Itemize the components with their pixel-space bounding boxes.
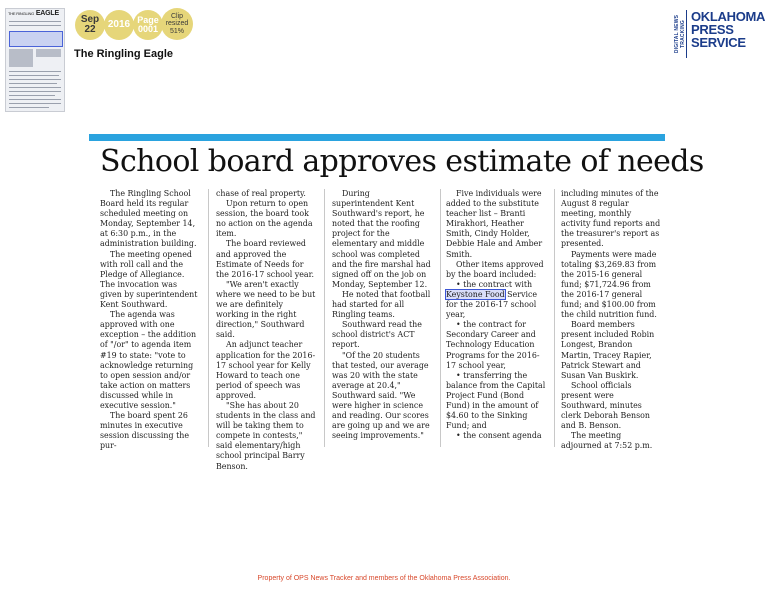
paragraph: An adjunct teacher application for the 2016-17 school year for Kelly Howard to teach one period of speech was approved. bbox=[216, 340, 316, 400]
paragraph: He noted that football had started for all Ringling teams. bbox=[332, 289, 431, 320]
thumbnail-photo bbox=[36, 49, 61, 57]
thumbnail-line bbox=[9, 75, 59, 76]
thumbnail-line bbox=[9, 99, 61, 100]
paragraph: "We aren't exactly where we need to be but we are definitely working in the right direction," Southward said. bbox=[216, 279, 316, 340]
paragraph-text: Service for the 2016-17 school year, bbox=[446, 289, 538, 320]
paragraph: The meeting adjourned at 7:52 p.m. bbox=[561, 431, 653, 451]
paragraph: During superintendent Kent Southward's report, he noted that the roofing project for the elementary and middle school was completed and the fire marshal had signed off on the job on Monday, September 12. bbox=[332, 189, 431, 289]
paragraph: chase of real property. bbox=[216, 189, 306, 198]
paragraph bbox=[446, 280, 546, 320]
paragraph-text: • the contract with bbox=[456, 279, 533, 289]
year-badge bbox=[104, 10, 134, 40]
ops-logo-wordmark bbox=[691, 10, 765, 49]
search-hit-highlight[interactable]: Keystone Food bbox=[446, 289, 505, 299]
clip-badge bbox=[161, 8, 193, 40]
thumbnail-line bbox=[9, 25, 61, 26]
date-badge bbox=[75, 10, 105, 40]
paragraph: The meeting opened with roll call and the Pledge of Allegiance. The invocation was given by superintendent Kent Southward. bbox=[100, 249, 198, 310]
article-column-5 bbox=[561, 189, 661, 451]
paragraph: Southward read the school district's ACT report. bbox=[332, 320, 422, 350]
paragraph: including minutes of the August 8 regular meeting, monthly activity fund reports and the treasurer's report as presented. bbox=[561, 189, 661, 249]
clip-label: Clip bbox=[170, 12, 184, 20]
date-month: Sep bbox=[80, 13, 100, 25]
ops-logo-side bbox=[672, 10, 687, 58]
date-day: 22 bbox=[84, 24, 96, 35]
article-headline: School board approves estimate of needs bbox=[100, 144, 704, 179]
copyright-footer: Property of OPS News Tracker and members of the Oklahoma Press Association. bbox=[257, 575, 511, 582]
article-top-rule bbox=[89, 134, 665, 141]
clip-resized-label: resized bbox=[165, 20, 189, 28]
article-column-1 bbox=[100, 189, 200, 451]
paragraph: The board spent 26 minutes in executive session discussing the pur- bbox=[100, 411, 189, 451]
publication-name: The Ringling Eagle bbox=[74, 48, 174, 60]
paragraph: • transferring the balance from the Capital Project Fund (Bond Fund) in the amount of $4.60 to the Sinking Fund; and bbox=[446, 370, 546, 431]
column-divider bbox=[324, 189, 325, 447]
thumbnail-line bbox=[9, 79, 61, 80]
page-number: 0001 bbox=[137, 24, 159, 34]
column-divider bbox=[208, 189, 209, 447]
article-body bbox=[100, 189, 670, 471]
thumbnail-line bbox=[9, 87, 61, 88]
thumbnail-line bbox=[9, 103, 61, 104]
article-column-4 bbox=[446, 189, 546, 441]
ops-logo-line1: OKLAHOMA bbox=[691, 9, 766, 24]
page-badge bbox=[133, 10, 163, 40]
paragraph: "She has about 20 students in the class and will be taking them to compete in contests," said elementary/high school principal Barry Benson. bbox=[216, 400, 316, 471]
article-column-3 bbox=[332, 189, 432, 441]
thumbnail-line bbox=[9, 83, 57, 84]
paragraph: The agenda was approved with one exception – the addition of "/or" to agenda item #19 to state: "vote to acknowledge returning to open session and/or take action on matters discussed while in executive session." bbox=[100, 310, 197, 410]
thumbnail-photo bbox=[9, 49, 33, 67]
thumbnail-line bbox=[9, 95, 55, 96]
paragraph: The board reviewed and approved the Estimate of Needs for the 2016-17 school year. bbox=[216, 239, 315, 279]
paragraph: Five individuals were added to the substitute teacher list – Branti Mirakhori, Heather Smith, Cindy Holder, Debbie Hale and Amber Smith. bbox=[446, 189, 543, 259]
paragraph: Upon return to open session, the board took no action on the agenda item. bbox=[216, 199, 313, 239]
ops-logo bbox=[672, 8, 766, 60]
ops-logo-side-text: DIGITAL NEWS TRACKING bbox=[674, 14, 686, 54]
ops-logo-line2: PRESS bbox=[691, 22, 734, 37]
date-year: 2016 bbox=[107, 18, 131, 30]
paragraph: School officials present were Southward, minutes clerk Deborah Benson and B. Benson. bbox=[561, 380, 650, 431]
paragraph: Payments were made totaling $3,269.83 from the 2015-16 general fund; $71,724.96 from the 2016-17 general fund; and $100.00 from the child nutrition fund. bbox=[561, 249, 657, 320]
thumbnail-masthead: THE RINGLING EAGLE bbox=[8, 10, 59, 17]
ops-logo-line3: SERVICE bbox=[691, 35, 746, 50]
paragraph: • the consent agenda bbox=[456, 431, 542, 441]
column-divider bbox=[440, 189, 441, 447]
clip-percent: 51% bbox=[169, 27, 184, 35]
paragraph: • the contract for Secondary Career and Technology Education Programs for the 2016-17 school year, bbox=[446, 320, 540, 370]
paragraph: Board members present included Robin Longest, Brandon Martin, Tracey Rapier, Patrick Stewart and Susan Van Buskirk. bbox=[561, 320, 655, 380]
paragraph: "Of the 20 students that tested, our average was 20 with the state average at 20.4," Southward said. "We were higher in science and reading. Our scores are going up and we are seeing improvements." bbox=[332, 350, 430, 441]
paragraph: Other items approved by the board included: bbox=[446, 259, 544, 279]
thumbnail-line bbox=[9, 91, 61, 92]
page-label: Page bbox=[137, 14, 159, 25]
column-divider bbox=[554, 189, 555, 447]
page-thumbnail[interactable] bbox=[5, 8, 65, 112]
article-column-2 bbox=[216, 189, 316, 472]
thumbnail-line bbox=[9, 71, 61, 72]
thumbnail-line bbox=[9, 21, 61, 22]
thumbnail-clip-highlight bbox=[9, 31, 63, 47]
thumbnail-line bbox=[9, 107, 49, 108]
paragraph: The Ringling School Board held its regular scheduled meeting on Monday, September 14, at 6:30 p.m., in the administration building. bbox=[100, 189, 197, 249]
